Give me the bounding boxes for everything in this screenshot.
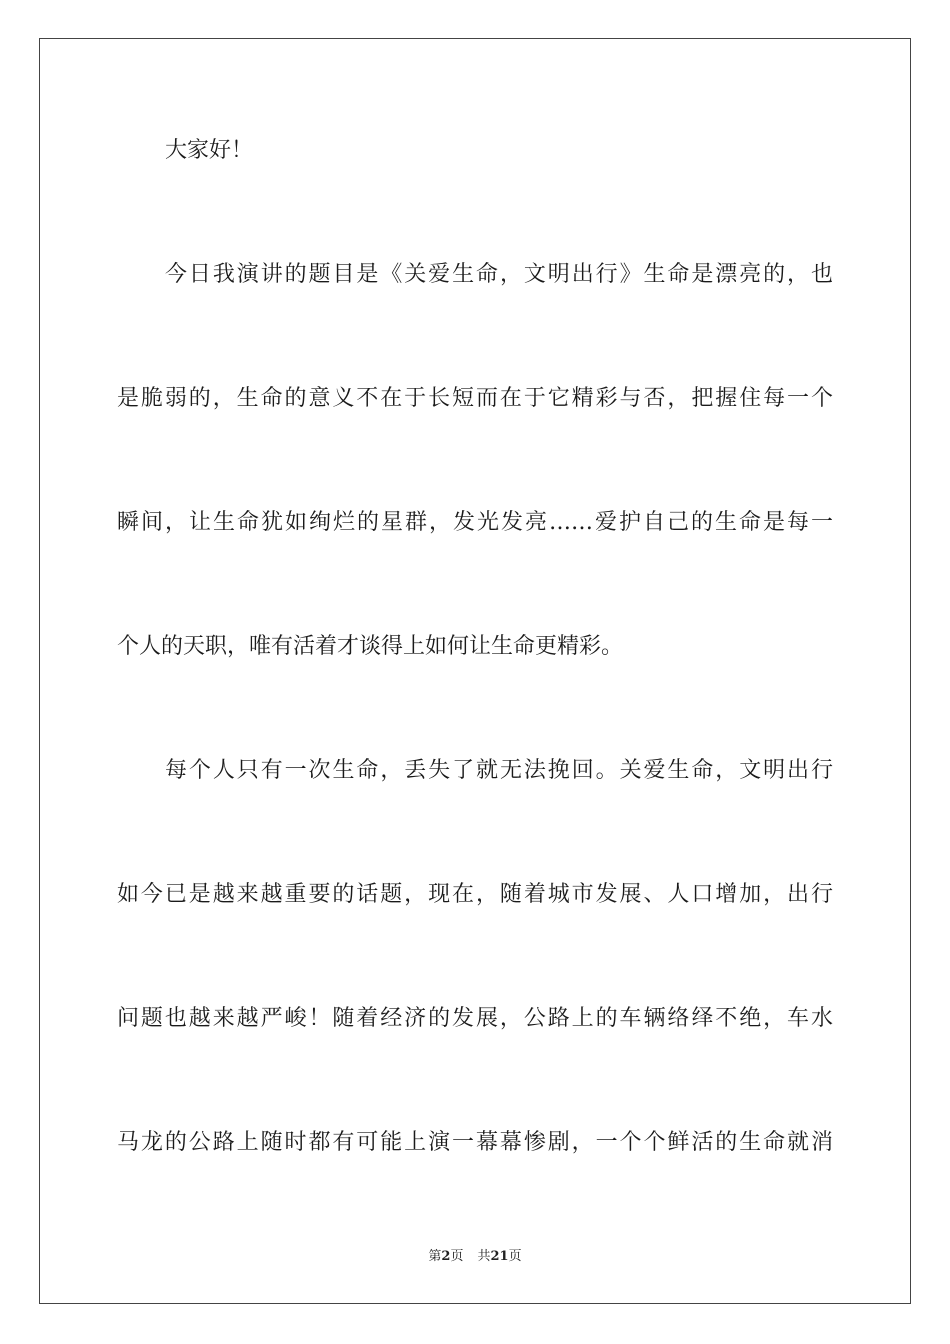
paragraph-2-line-3: 问题也越来越严峻！随着经济的发展，公路上的车辆络绎不绝，车水 [117,1006,833,1031]
page-footer [0,1248,950,1266]
paragraph-2-line-2: 如今已是越来越重要的话题，现在，随着城市发展、人口增加，出行 [117,882,833,907]
greeting-line: 大家好！ [165,138,254,163]
page-prefix: 第 [428,1249,442,1264]
total-suffix: 页 [508,1249,522,1264]
total-prefix: 共 [477,1249,491,1264]
page-total: 21 [490,1249,509,1264]
paragraph-1-line-4: 个人的天职，唯有活着才谈得上如何让生命更精彩。 [117,634,624,659]
paragraph-1-line-3: 瞬间，让生命犹如绚烂的星群，发光发亮……爱护自己的生命是每一 [117,510,833,535]
paragraph-2-line-1: 每个人只有一次生命，丢失了就无法挽回。关爱生命，文明出行 [165,758,833,783]
page-frame [39,38,911,1304]
paragraph-1-line-1: 今日我演讲的题目是《关爱生命，文明出行》生命是漂亮的，也 [165,262,833,287]
page-suffix: 页 [450,1249,464,1264]
page-current: 2 [441,1249,451,1264]
paragraph-1-line-2: 是脆弱的，生命的意义不在于长短而在于它精彩与否，把握住每一个 [117,386,833,411]
paragraph-2-line-4: 马龙的公路上随时都有可能上演一幕幕惨剧，一个个鲜活的生命就消 [117,1130,833,1155]
